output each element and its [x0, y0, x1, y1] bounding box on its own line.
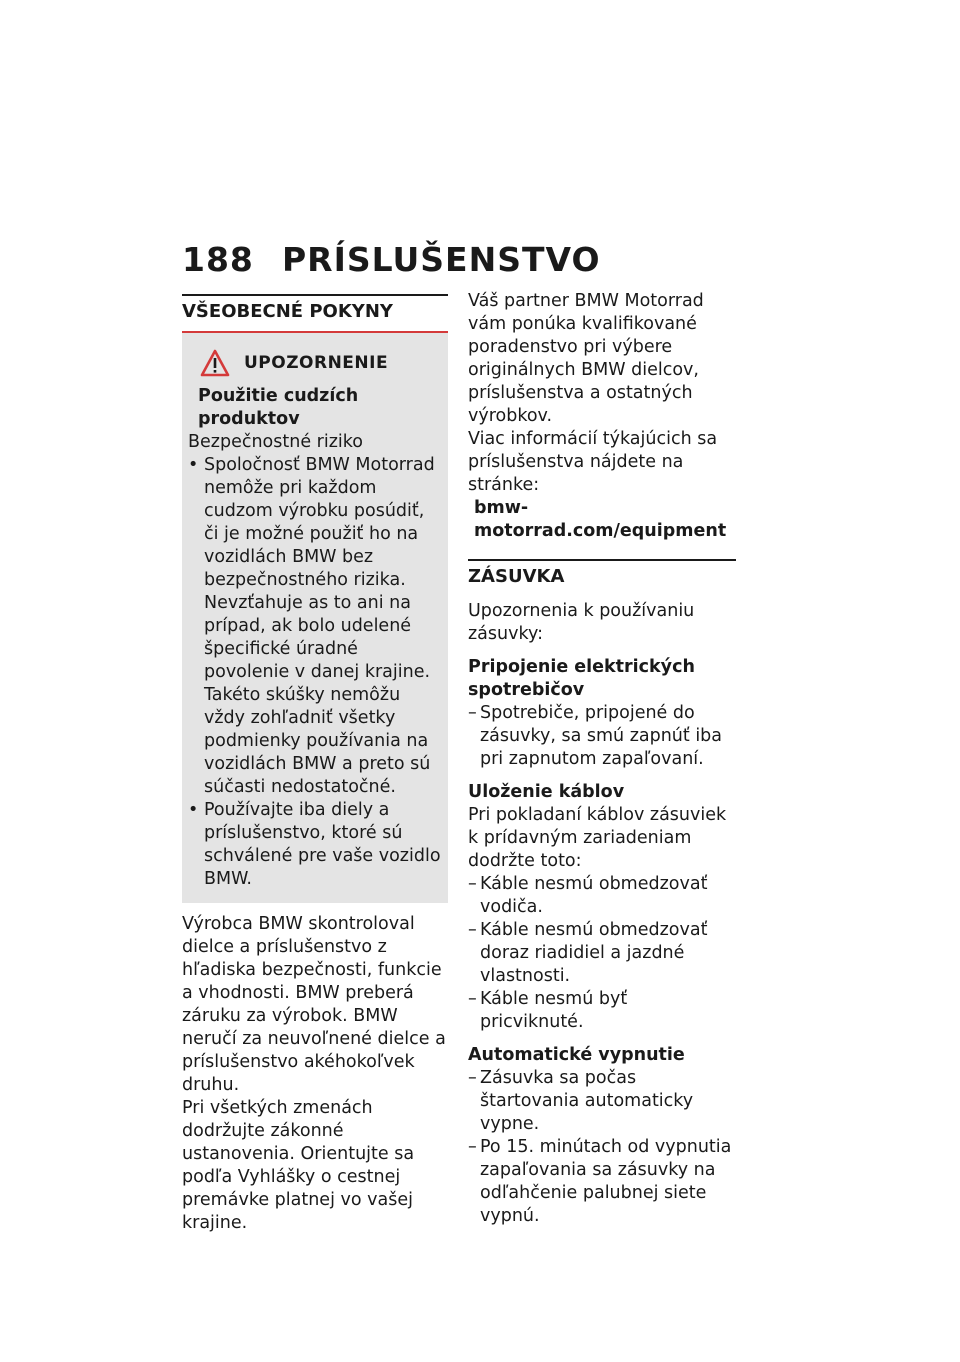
paragraph-info: Viac informácií týkajúcich sa príslušenstva nájdete na stránke: [468, 429, 718, 495]
paragraph-partner: Váš partner BMW Motorrad vám ponúka kvalifikované poradenstvo pri výbere originálnych BMW dielcov, príslušenstva a ostatných výrobkov. [468, 291, 704, 426]
paragraph-manufacturer: Výrobca BMW skontroloval dielce a príslušenstvo z hľadiska bezpečnosti, funkcie a vhodnosti. BMW preberá záruku za výrobok. BMW neručí za neuvoľnené dielce a príslušenstvo akéhokoľvek druhu. [182, 914, 446, 1095]
list-item: – Zásuvka sa počas štartovania automaticky vypne. [468, 1067, 736, 1136]
list-item: – Káble nesmú obmedzovať doraz riadidiel a jazdné vlastnosti. [468, 919, 736, 988]
right-column [468, 290, 736, 1228]
warning-subtitle: Použitie cudzích produktov [198, 386, 359, 429]
left-column [182, 294, 448, 1235]
list-cables [468, 873, 736, 1034]
paragraph-regulations: Pri všetkých zmenách dodržujte zákonné ustanovenia. Orientujte sa podľa Vyhlášky o cestnej premávke platnej vo vašej krajine. [182, 1098, 415, 1233]
paragraph-cables: Pri pokladaní káblov zásuviek k prídavným zariadeniam dodržte toto: [468, 805, 727, 871]
heading-auto-off: Automatické vypnutie [468, 1045, 685, 1065]
warning-header [188, 349, 442, 377]
page-number: 188 [182, 240, 254, 279]
section-title-general: VŠEOBECNÉ POKYNY [182, 301, 393, 322]
list-connecting [468, 702, 736, 771]
list-item: – Káble nesmú obmedzovať vodiča. [468, 873, 736, 919]
warning-risk: Bezpečnostné riziko [188, 432, 363, 452]
list-item: – Po 15. minútach od vypnutia zapaľovania sa zásuvky na odľahčenie palubnej siete vypnú. [468, 1136, 736, 1228]
warning-title: UPOZORNENIE [244, 352, 389, 373]
list-item: • Spoločnosť BMW Motorrad nemôže pri každom cudzom výrobku posúdiť, či je možné použiť ho na vozidlách BMW bez bezpečnostného rizika. Nevzťahuje as to ani na prípad, ak bolo udelené špecifické úradné povolenie v danej krajine. Takéto skúšky nemôžu vždy zohľadniť všetky podmienky používania na vozidlách BMW a preto sú súčasti nedostatočné. [188, 454, 442, 799]
warning-list [188, 454, 442, 891]
equipment-link[interactable]: bmw-motorrad.com/equipment [474, 498, 727, 541]
section-title-socket: ZÁSUVKA [468, 566, 565, 587]
chapter-title: PRÍSLUŠENSTVO [282, 240, 601, 279]
list-item: • Používajte iba diely a príslušenstvo, ktoré sú schválené pre vaše vozidlo BMW. [188, 799, 442, 891]
list-item: – Káble nesmú byť pricviknuté. [468, 988, 736, 1034]
page-header [182, 240, 601, 279]
paragraph-socket-note: Upozornenia k používaniu zásuvky: [468, 601, 695, 644]
warning-box [182, 333, 448, 903]
warning-triangle-icon [200, 349, 230, 377]
section-rule [182, 294, 448, 296]
list-auto-off [468, 1067, 736, 1228]
list-item: – Spotrebiče, pripojené do zásuvky, sa smú zapnúť iba pri zapnutom zapaľovaní. [468, 702, 736, 771]
heading-cables: Uloženie káblov [468, 782, 625, 802]
heading-connecting: Pripojenie elektrických spotrebičov [468, 657, 695, 700]
section-rule [468, 559, 736, 561]
